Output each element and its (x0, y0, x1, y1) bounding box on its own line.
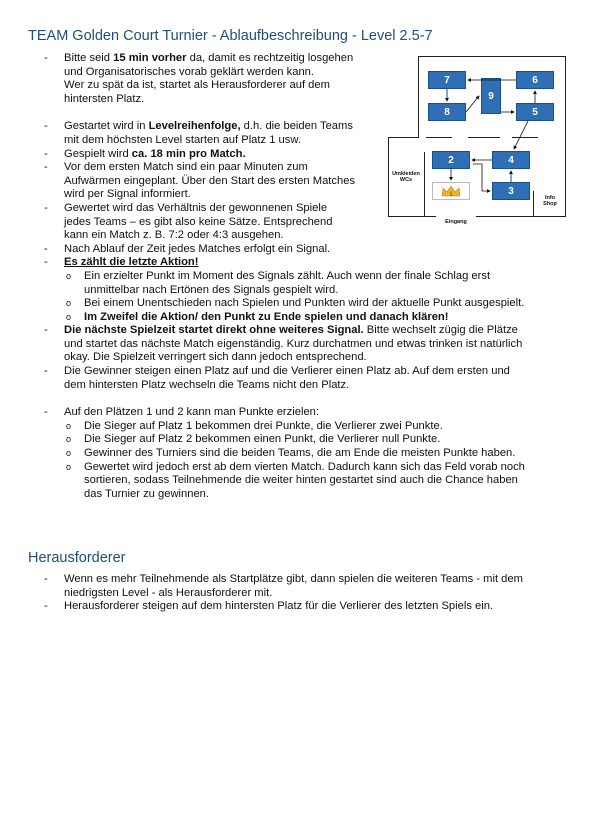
svg-text:1: 1 (449, 192, 453, 198)
list-item: - Die nächste Spielzeit startet direkt ohne weiteres Signal. Bitte wechselt zügig die Plätze und startet das nächste Match eigenständig. Kurz durchatmen und etwas trinken ist natürlich okay. Die Spielzeit verringert sich dann jedoch entsprechend. (44, 324, 523, 364)
sub-item: o Ein erzielter Punkt im Moment des Signals zählt. Auch wenn der finale Schlag erst unmittelbar nach Ertönen des Signals gespielt wird. (66, 269, 491, 296)
label-eingang: Eingang (445, 219, 467, 225)
list-item: - Vor dem ersten Match sind ein paar Minuten zum Aufwärmen eingeplant. Über den Start des ersten Matches wird per Signal informiert. (44, 161, 356, 201)
list-item: - Wenn es mehr Teilnehmende als Startplätze gibt, dann spielen die weiteren Teams - mit dem niedrigsten Level - als Herausforderer mit. (44, 573, 523, 599)
sub-item: o Die Sieger auf Platz 2 bekommen einen Punkt, die Verlierer null Punkte. (66, 433, 441, 446)
page-title: TEAM Golden Court Turnier - Ablaufbeschreibung - Level 2.5-7 (28, 28, 433, 44)
sub-item: o Die Sieger auf Platz 1 bekommen drei Punkte, die Verlierer zwei Punkte. (66, 419, 443, 432)
list-item: - Nach Ablauf der Zeit jedes Matches erfolgt ein Signal. (44, 242, 331, 255)
court-8: 8 (428, 103, 466, 121)
court-6: 6 (516, 71, 554, 89)
court-2: 2 (432, 151, 470, 169)
court-3: 3 (492, 182, 530, 200)
list-item: - Gespielt wird ca. 18 min pro Match. (44, 147, 246, 160)
list-item: - Gewertet wird das Verhältnis der gewonnenen Spiele jedes Teams – es gibt also keine Sätze. Entsprechend kann ein Match z. B. 7:2 oder 4:3 ausgehen. (44, 201, 333, 242)
list-item: - Gestartet wird in Levelreihenfolge, d.h. die beiden Teams mit dem höchsten Level starten auf Platz 1 usw. (44, 120, 353, 146)
challenger-list (44, 573, 574, 614)
sub-item: o Gewinner des Turniers sind die beiden Teams, die am Ende die meisten Punkte haben. (66, 447, 516, 460)
sub-item: o Gewertet wird jedoch erst ab dem vierten Match. Dadurch kann sich das Feld vorab noch sortieren, sodass Teilnehmende die weiter hinten gestartet sind auch die Chance haben das Turnier zu gewinnen. (66, 460, 525, 500)
court-9: 9 (481, 78, 501, 114)
court-4: 4 (492, 151, 530, 169)
sub-item: o Im Zweifel die Aktion/ den Punkt zu Ende spielen und danach klären! (66, 310, 449, 323)
court-7: 7 (428, 71, 466, 89)
label-info-shop: Info Shop (543, 195, 557, 207)
court-5: 5 (516, 103, 554, 121)
list-item: - Herausforderer steigen auf dem hintersten Platz für die Verlierer des letzten Spiels ein. (44, 600, 494, 613)
sub-item: o Bei einem Unentschieden nach Spielen und Punkten wird der aktuelle Punkt ausgespielt. (66, 297, 525, 310)
section-heading-herausforderer: Herausforderer (28, 550, 126, 566)
list-item: - Bitte seid 15 min vorher da, damit es rechtzeitig losgehen und Organisatorisches vorab geklärt werden kann. Wer zu spät da ist, startet als Herausforderer auf dem hintersten Platz. (44, 52, 354, 105)
list-item: - Die Gewinner steigen einen Platz auf und die Verlierer einen Platz ab. Auf dem ersten und dem hintersten Platz wechseln die Teams nicht den Platz. (44, 365, 510, 391)
list-item: - Auf den Plätzen 1 und 2 kann man Punkte erzielen: (44, 406, 319, 419)
court-diagram (388, 56, 566, 225)
rotation-arrows-icon (388, 56, 566, 217)
list-item: - Es zählt die letzte Aktion! (44, 256, 199, 269)
label-umkleiden: Umkleiden WCs (392, 171, 420, 183)
